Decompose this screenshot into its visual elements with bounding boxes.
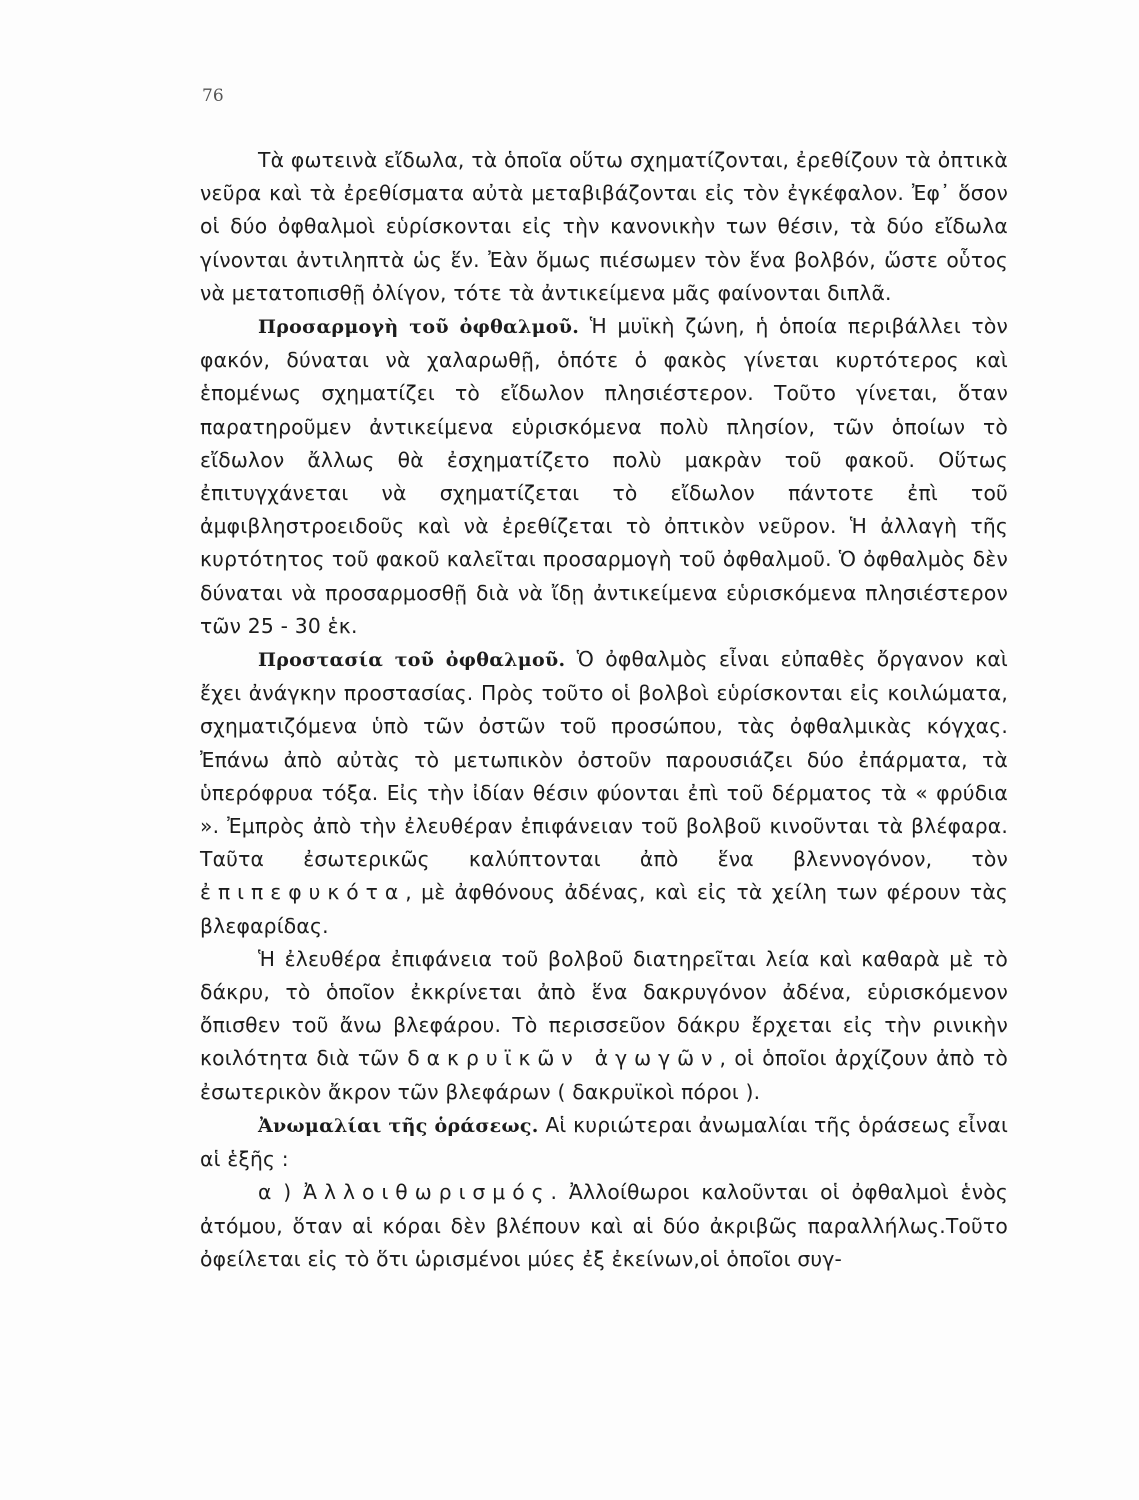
list-marker: α )	[258, 1180, 304, 1205]
spaced-term: Ἀλλοιθωρισμός	[303, 1180, 551, 1205]
section-heading-anomalies: Ἀνωμαλίαι τῆς ὁράσεως.	[258, 1114, 539, 1137]
paragraph-protection	[200, 643, 1008, 943]
paragraph-anomalies	[200, 1109, 1008, 1176]
paragraph-tears	[200, 943, 1008, 1109]
spaced-term: δακρυϊκῶν ἀγωγῶν	[407, 1046, 720, 1071]
page-number: 76	[202, 86, 224, 106]
section-heading-accommodation: Προσαρμογὴ τοῦ ὀφθαλμοῦ.	[258, 316, 580, 339]
spaced-term: ἐπιπεφυκότα	[200, 880, 406, 905]
paragraph-text: Ἡ μυϊκὴ ζώνη, ἡ ὁποία περιβάλλει τὸν φακόν, δύναται νὰ χαλαρωθῇ, ὁπότε ὁ φακὸς γίνεται κυρτότερος καὶ ἑπομένως σχηματίζει τὸ εἴδωλον πλησιέστερον. Τοῦτο γίνεται, ὅταν παρατηροῦμεν ἀντικείμενα εὑρισκόμενα πολὺ πλησίον, τῶν ὁποίων τὸ εἴδωλον ἄλλως θὰ ἐσχηματίζετο πολὺ μακρὰν τοῦ φακοῦ. Οὕτως ἐπιτυγχάνεται νὰ σχηματίζεται τὸ εἴδωλον πάντοτε ἐπὶ τοῦ ἀμφιβληστροειδοῦς καὶ νὰ ἐρεθίζεται τὸ ὀπτικὸν νεῦρον. Ἡ ἀλλαγὴ τῆς κυρτότητος τοῦ φακοῦ καλεῖται προσαρμογὴ τοῦ ὀφθαλμοῦ. Ὁ ὀφθαλμὸς δὲν δύναται νὰ προσαρμοσθῇ διὰ νὰ ἴδῃ ἀντικείμενα εὑρισκόμενα πλησιέστερον τῶν 25 - 30 ἑκ.	[200, 314, 1008, 638]
paragraph-text: Ὁ ὀφθαλμὸς εἶναι εὐπαθὲς ὄργανον καὶ ἔχει ἀνάγκην προστασίας. Πρὸς τοῦτο οἱ βολβοὶ εὑρίσκονται εἰς κοιλώματα, σχηματιζόμενα ὑπὸ τῶν ὀστῶν τοῦ προσώπου, τὰς ὀφθαλμικὰς κόγχας. Ἐπάνω ἀπὸ αὐτὰς τὸ μετωπικὸν ὀστοῦν παρουσιάζει δύο ἐπάρματα, τὰ ὑπερόφρυα τόξα. Εἰς τὴν ἰδίαν θέσιν φύονται ἐπὶ τοῦ δέρματος τὰ « φρύδια ». Ἐμπρὸς ἀπὸ τὴν ἐλευθέραν ἐπιφάνειαν τοῦ βολβοῦ κινοῦνται τὰ βλέφαρα. Ταῦτα ἐσωτερικῶς καλύπτονται ἀπὸ ἕνα βλεννογόνον, τὸν	[200, 647, 1008, 872]
body-text	[200, 144, 1008, 1276]
paragraph-accommodation	[200, 310, 1008, 643]
section-heading-protection: Προστασία τοῦ ὀφθαλμοῦ.	[258, 649, 566, 672]
paragraph-text: Τὰ φωτεινὰ εἴδωλα, τὰ ὁποῖα οὕτω σχηματίζονται, ἐρεθίζουν τὰ ὀπτικὰ νεῦρα καὶ τὰ ἐρεθίσματα αὐτὰ μεταβιβάζονται εἰς τὸν ἐγκέφαλον. Ἐφ᾽ ὅσον οἱ δύο ὀφθαλμοὶ εὑρίσκονται εἰς τὴν κανονικὴν των θέσιν, τὰ δύο εἴδωλα γίνονται ἀντιληπτὰ ὡς ἕν. Ἐὰν ὅμως πιέσωμεν τὸν ἕνα βολβόν, ὥστε οὗτος νὰ μετατοπισθῇ ὀλίγον, τότε τὰ ἀντικείμενα μᾶς φαίνονται διπλᾶ.	[200, 148, 1008, 305]
paragraph-strabismus	[200, 1176, 1008, 1276]
paragraph-text: Αἱ κυριώτεραι ἀνωμαλίαι τῆς ὁράσεως εἶναι αἱ ἑξῆς :	[200, 1112, 1009, 1172]
paragraph-text: , οἱ ὁποῖοι ἀρχίζουν ἀπὸ τὸ ἐσωτερικὸν ἄκρον τῶν βλεφάρων ( δακρυϊκοὶ πόροι ).	[200, 1046, 1008, 1104]
paragraph-text: . Ἀλλοίθωροι καλοῦνται οἱ ὀφθαλμοὶ ἑνὸς ἀτόμου, ὅταν αἱ κόραι δὲν βλέπουν καὶ αἱ δύο ἀκριβῶς παραλλήλως.Τοῦτο ὀφείλεται εἰς τὸ ὅτι ὡρισμένοι μύες ἐξ ἐκείνων,οἱ ὁποῖοι συγ-	[200, 1180, 1008, 1271]
paragraph-text: Ἡ ἐλευθέρα ἐπιφάνεια τοῦ βολβοῦ διατηρεῖται λεία καὶ καθαρὰ μὲ τὸ δάκρυ, τὸ ὁποῖον ἐκκρίνεται ἀπὸ ἕνα δακρυγόνον ἀδένα, εὑρισκόμενον ὄπισθεν τοῦ ἄνω βλεφάρου. Τὸ περισσεῦον δάκρυ ἔρχεται εἰς τὴν ρινικὴν κοιλότητα διὰ τῶν	[200, 946, 1008, 1071]
paragraph-images	[200, 144, 1008, 310]
paragraph-text: , μὲ ἀφθόνους ἀδένας, καὶ εἰς τὰ χείλη των φέρουν τὰς βλεφαρίδας.	[200, 880, 1008, 938]
